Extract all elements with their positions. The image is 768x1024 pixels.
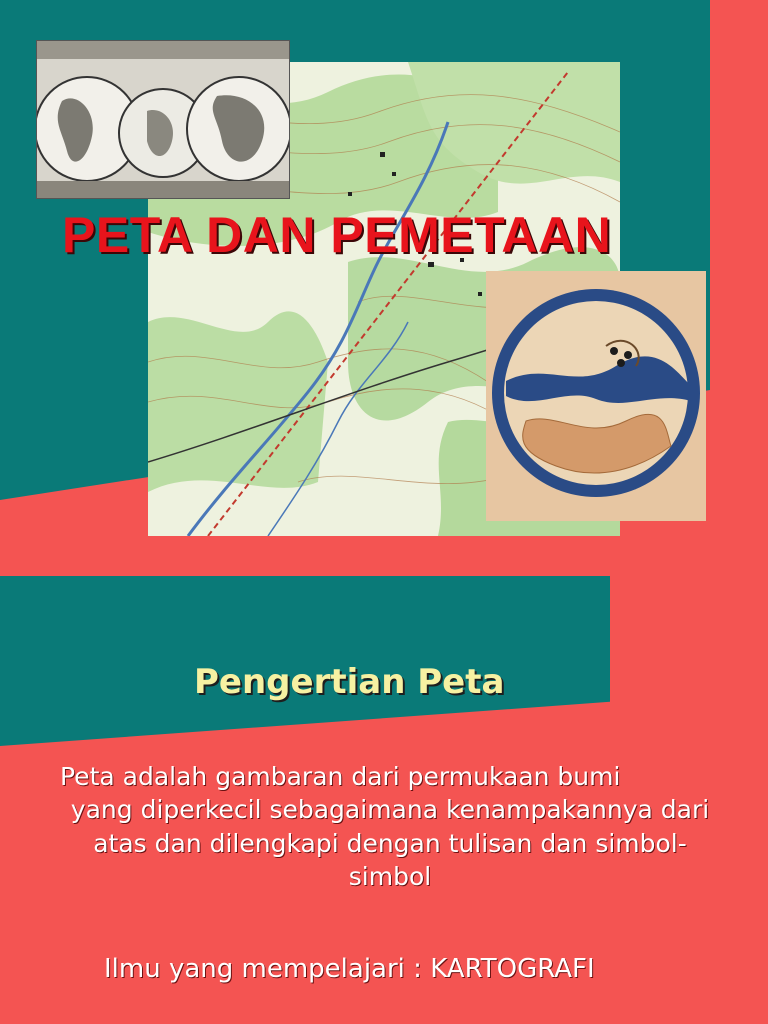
cartography-line: Ilmu yang mempelajari : KARTOGRAFI bbox=[104, 954, 595, 984]
medieval-circular-world-map-image bbox=[486, 271, 706, 521]
definition-continuation: yang diperkecil sebagaimana kenampakannya dari atas dan dilengkapi dengan tulisan dan simbol-simbol bbox=[70, 795, 710, 891]
section-subtitle: Pengertian Peta bbox=[194, 662, 505, 702]
map-definition-paragraph bbox=[60, 760, 720, 893]
antique-world-map-image bbox=[36, 40, 290, 199]
background-teal-band bbox=[0, 576, 610, 746]
definition-first-line: Peta adalah gambaran dari permukaan bumi bbox=[60, 762, 621, 791]
slide-title: PETA DAN PEMETAAN bbox=[62, 207, 612, 263]
